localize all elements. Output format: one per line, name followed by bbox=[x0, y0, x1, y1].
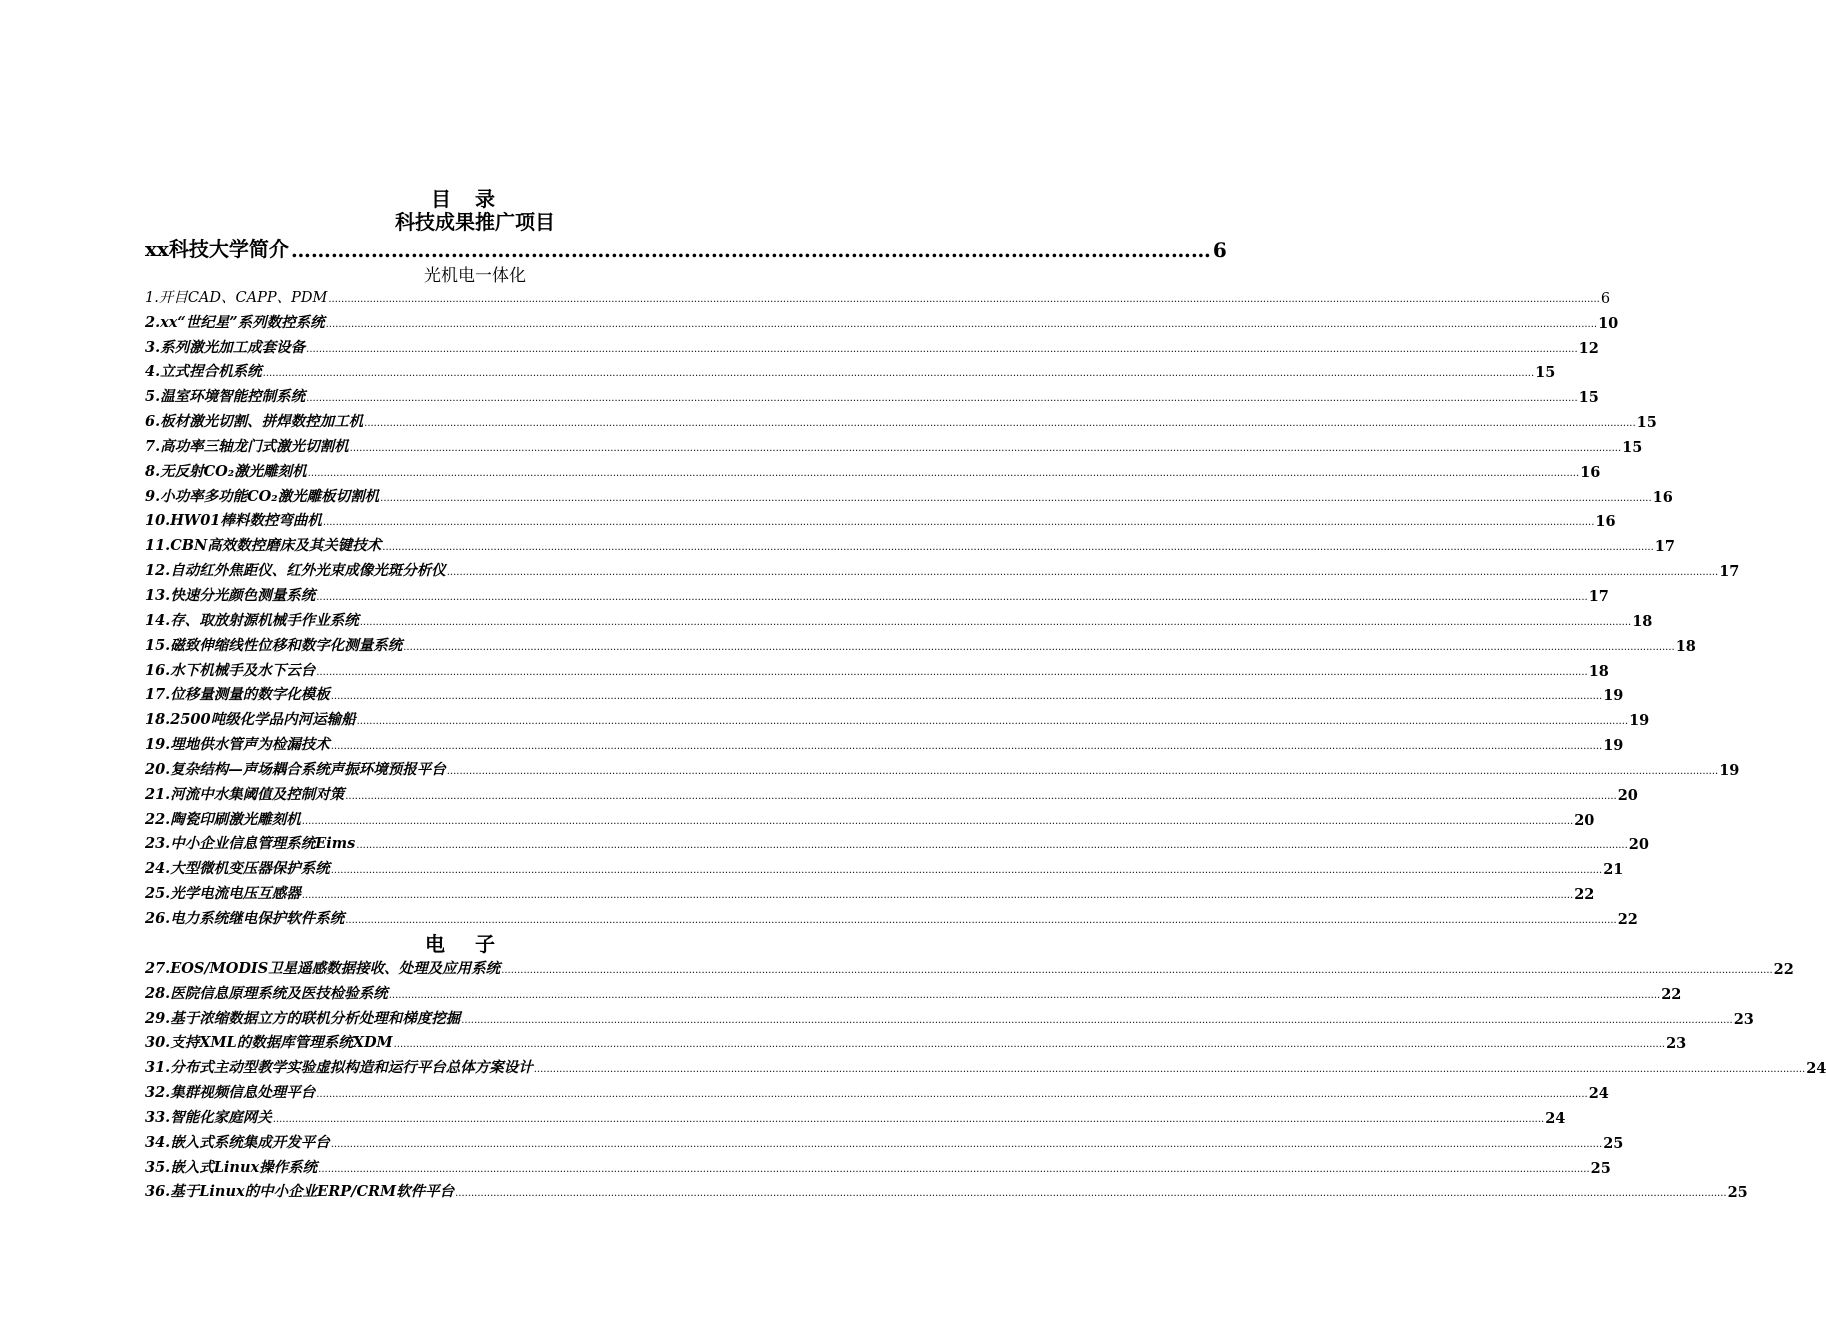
toc-list-section-2 bbox=[145, 953, 1826, 1202]
toc-leader: ................................................................................................................................................................................................................................................................................................................................................................................................................ bbox=[382, 542, 1654, 554]
toc-entry-title: 11.CBN高效数控磨床及其关键技术 bbox=[145, 537, 382, 555]
toc-entry-title: 26.电力系统继电保护软件系统 bbox=[145, 909, 345, 927]
toc-entry-title: 9.小功率多功能CO₂激光雕板切割机 bbox=[145, 487, 380, 505]
toc-entry[interactable] bbox=[145, 878, 1595, 904]
toc-entry-title: 32.集群视频信息处理平台 bbox=[145, 1084, 316, 1102]
toc-entry[interactable] bbox=[145, 456, 1601, 481]
toc-entry[interactable] bbox=[145, 754, 1740, 779]
toc-entry-page: 16 bbox=[1580, 463, 1601, 481]
toc-subtitle: 科技成果推广项目 bbox=[395, 210, 555, 234]
toc-list-section-1 bbox=[145, 282, 1740, 928]
toc-entry-page: 6 bbox=[1212, 238, 1227, 262]
toc-entry-page: 23 bbox=[1666, 1035, 1687, 1053]
toc-entry-page: 19 bbox=[1603, 737, 1624, 755]
toc-entry[interactable] bbox=[145, 530, 1675, 556]
toc-leader: ................................................................................................................................................................................................................................................................................................................................................................................................................ bbox=[301, 890, 1574, 902]
toc-entry-title: 10.HW01棒料数控弯曲机 bbox=[145, 512, 322, 530]
toc-entry-page: 24 bbox=[1806, 1060, 1826, 1078]
toc-entry-title: 29.基于浓缩数据立方的联机分析处理和梯度挖掘 bbox=[145, 1009, 461, 1027]
toc-entry-page: 20 bbox=[1574, 811, 1595, 829]
toc-leader: ................................................................................................................................................................................................................................................................................................................................................................................................................ bbox=[393, 1039, 1666, 1051]
toc-entry-page: 22 bbox=[1773, 960, 1794, 978]
toc-leader: ................................................................................................................................................................................................................................................................................................................................................................................................................ bbox=[356, 716, 1629, 728]
toc-entry-page: 15 bbox=[1578, 389, 1599, 407]
toc-entry-page: 16 bbox=[1595, 513, 1616, 531]
toc-entry-title: 8.无反射CO₂激光雕刻机 bbox=[145, 462, 307, 480]
toc-entry-title: 36.基于Linux的中小企业ERP/CRM软件平台 bbox=[145, 1183, 455, 1201]
toc-entry-page: 22 bbox=[1661, 985, 1682, 1003]
toc-entry[interactable] bbox=[145, 431, 1643, 456]
toc-entry[interactable] bbox=[145, 853, 1624, 879]
toc-entry[interactable] bbox=[145, 580, 1609, 605]
toc-entry[interactable] bbox=[145, 630, 1696, 655]
toc-entry-title: 20.复杂结构—声场耦合系统声振环境预报平台 bbox=[145, 760, 446, 778]
toc-entry-page: 25 bbox=[1603, 1134, 1624, 1152]
toc-entry-title: 31.分布式主动型教学实验虚拟构造和运行平台总体方案设计 bbox=[145, 1059, 533, 1077]
toc-entry-title: 19.埋地供水管声为检漏技术 bbox=[145, 736, 330, 754]
toc-entry-page: 22 bbox=[1617, 910, 1638, 928]
toc-leader: ................................................................................................................................................................................................................................................................................................................................................................................................................ bbox=[306, 393, 1578, 405]
toc-entry-page: 17 bbox=[1654, 538, 1675, 556]
toc-entry[interactable] bbox=[145, 779, 1638, 804]
toc-entry-page: 15 bbox=[1636, 414, 1657, 432]
toc-entry-title: 13.快速分光颜色测量系统 bbox=[145, 586, 316, 604]
toc-entry-title: 4.立式捏合机系统 bbox=[145, 363, 262, 381]
toc-entry[interactable] bbox=[145, 804, 1595, 829]
section-heading-electronics: 电子 bbox=[425, 932, 525, 956]
toc-leader: ................................................................................................................................................................................................................................................................................................................................................................................................................ bbox=[345, 914, 1617, 926]
toc-entry-title: 5.温室环境智能控制系统 bbox=[145, 388, 306, 406]
toc-entry-title: 25.光学电流电压互感器 bbox=[145, 885, 301, 903]
toc-entry[interactable] bbox=[145, 680, 1624, 705]
toc-entry-page: 22 bbox=[1574, 886, 1595, 904]
toc-leader: ................................................................................................................................................................................................................................................................................................................................................................................................................ bbox=[272, 1113, 1545, 1125]
toc-leader: ………………………………………………………………………………………………………………………… bbox=[290, 238, 1211, 262]
toc-entry-page: 15 bbox=[1535, 364, 1556, 382]
toc-entry[interactable] bbox=[145, 953, 1794, 978]
toc-entry[interactable] bbox=[145, 307, 1619, 332]
toc-entry-title: 17.位移量测量的数字化模板 bbox=[145, 686, 330, 704]
toc-entry-title: 1.开目CAD、CAPP、PDM bbox=[145, 289, 328, 306]
toc-entry-page: 12 bbox=[1578, 339, 1599, 357]
toc-entry-title: 24.大型微机变压器保护系统 bbox=[145, 860, 330, 878]
toc-entry-page: 10 bbox=[1598, 314, 1619, 332]
toc-leader: ................................................................................................................................................................................................................................................................................................................................................................................................................ bbox=[501, 964, 1773, 976]
toc-leader: ................................................................................................................................................................................................................................................................................................................................................................................................................ bbox=[455, 1188, 1727, 1200]
toc-leader: ................................................................................................................................................................................................................................................................................................................................................................................................................ bbox=[316, 591, 1588, 603]
toc-entry[interactable] bbox=[145, 1077, 1609, 1103]
toc-entry-page: 24 bbox=[1588, 1085, 1609, 1103]
toc-entry-title: 21.河流中水集阈值及控制对策 bbox=[145, 785, 345, 803]
toc-entry-title: 35.嵌入式Linux操作系统 bbox=[145, 1158, 318, 1176]
toc-entry[interactable] bbox=[145, 1152, 1611, 1177]
toc-entry[interactable] bbox=[145, 729, 1624, 755]
toc-entry-page: 19 bbox=[1629, 712, 1650, 730]
toc-entry-title: 34.嵌入式系统集成开发平台 bbox=[145, 1133, 330, 1151]
toc-leader: ................................................................................................................................................................................................................................................................................................................................................................................................................ bbox=[262, 368, 1535, 380]
toc-leader: ................................................................................................................................................................................................................................................................................................................................................................................................................ bbox=[533, 1064, 1806, 1076]
toc-leader: ................................................................................................................................................................................................................................................................................................................................................................................................................ bbox=[446, 567, 1719, 579]
toc-entry-page: 23 bbox=[1733, 1010, 1754, 1028]
toc-entry-title: 3.系列激光加工成套设备 bbox=[145, 338, 306, 356]
toc-entry[interactable] bbox=[145, 1127, 1624, 1152]
toc-entry[interactable] bbox=[145, 655, 1609, 680]
toc-entry-page: 18 bbox=[1632, 612, 1653, 630]
section-heading-optomechatronics: 光机电一体化 bbox=[424, 266, 526, 286]
toc-leader: ................................................................................................................................................................................................................................................................................................................................................................................................................ bbox=[403, 641, 1675, 653]
toc-entry-page: 18 bbox=[1675, 637, 1696, 655]
toc-entry-page: 20 bbox=[1628, 836, 1649, 854]
toc-entry-title: 2.xx“世纪星”系列数控系统 bbox=[145, 313, 325, 331]
toc-leader: ................................................................................................................................................................................................................................................................................................................................................................................................................ bbox=[316, 1089, 1588, 1101]
toc-title: 目录 bbox=[431, 187, 519, 211]
toc-entry[interactable] bbox=[145, 381, 1599, 407]
toc-entry-page: 20 bbox=[1617, 786, 1638, 804]
toc-leader: ................................................................................................................................................................................................................................................................................................................................................................................................................ bbox=[330, 691, 1603, 703]
toc-entry-title: 22.陶瓷印刷激光雕刻机 bbox=[145, 810, 301, 828]
toc-leader: ................................................................................................................................................................................................................................................................................................................................................................................................................ bbox=[316, 666, 1588, 678]
toc-entry-title: 12.自动红外焦距仪、红外光束成像光斑分析仪 bbox=[145, 562, 446, 580]
toc-entry[interactable] bbox=[145, 406, 1657, 432]
toc-entry-page: 25 bbox=[1590, 1159, 1611, 1177]
toc-leader: ................................................................................................................................................................................................................................................................................................................................................................................................................ bbox=[328, 293, 1600, 305]
toc-entry[interactable] bbox=[145, 1102, 1566, 1127]
toc-entry[interactable] bbox=[145, 506, 1616, 531]
toc-entry[interactable] bbox=[145, 829, 1649, 854]
toc-leader: ................................................................................................................................................................................................................................................................................................................................................................................................................ bbox=[318, 1163, 1590, 1175]
toc-entry[interactable] bbox=[145, 1028, 1687, 1053]
toc-entry-title: 23.中小企业信息管理系统Eims bbox=[145, 835, 356, 853]
toc-leader: ................................................................................................................................................................................................................................................................................................................................................................................................................ bbox=[325, 318, 1598, 330]
toc-entry-page: 17 bbox=[1719, 563, 1740, 581]
toc-entry[interactable] bbox=[145, 555, 1740, 581]
toc-entry[interactable] bbox=[145, 903, 1638, 928]
toc-entry[interactable] bbox=[145, 1003, 1754, 1028]
toc-leader: ................................................................................................................................................................................................................................................................................................................................................................................................................ bbox=[301, 815, 1574, 827]
toc-entry[interactable] bbox=[145, 704, 1650, 730]
toc-leader: ................................................................................................................................................................................................................................................................................................................................................................................................................ bbox=[388, 989, 1661, 1001]
toc-entry-page: 6 bbox=[1600, 290, 1611, 307]
toc-leader: ................................................................................................................................................................................................................................................................................................................................................................................................................ bbox=[359, 616, 1632, 628]
toc-leader: ................................................................................................................................................................................................................................................................................................................................................................................................................ bbox=[446, 765, 1719, 777]
toc-entry-title: 33.智能化家庭网关 bbox=[145, 1108, 272, 1126]
toc-leader: ................................................................................................................................................................................................................................................................................................................................................................................................................ bbox=[461, 1014, 1733, 1026]
toc-entry-title: 30.支持XML的数据库管理系统XDM bbox=[145, 1034, 393, 1052]
toc-entry[interactable] bbox=[145, 332, 1599, 357]
toc-entry[interactable] bbox=[145, 481, 1673, 506]
toc-entry[interactable] bbox=[145, 978, 1682, 1003]
toc-entry-intro[interactable] bbox=[145, 234, 1227, 262]
toc-entry-page: 19 bbox=[1603, 687, 1624, 705]
toc-leader: ................................................................................................................................................................................................................................................................................................................................................................................................................ bbox=[364, 418, 1636, 430]
toc-leader: ................................................................................................................................................................................................................................................................................................................................................................................................................ bbox=[330, 865, 1603, 877]
toc-entry[interactable] bbox=[145, 1177, 1748, 1202]
toc-entry-title: 6.板材激光切割、拼焊数控加工机 bbox=[145, 413, 364, 431]
toc-entry-title: 16.水下机械手及水下云台 bbox=[145, 661, 316, 679]
toc-leader: ................................................................................................................................................................................................................................................................................................................................................................................................................ bbox=[380, 492, 1652, 504]
toc-entry-page: 25 bbox=[1727, 1184, 1748, 1202]
toc-entry[interactable] bbox=[145, 357, 1556, 382]
toc-leader: ................................................................................................................................................................................................................................................................................................................................................................................................................ bbox=[307, 467, 1580, 479]
toc-leader: ................................................................................................................................................................................................................................................................................................................................................................................................................ bbox=[349, 442, 1622, 454]
toc-entry-page: 15 bbox=[1622, 438, 1643, 456]
toc-entry-title: 18.2500吨级化学品内河运输船 bbox=[145, 711, 356, 729]
toc-entry-title: 27.EOS/MODIS卫星遥感数据接收、处理及应用系统 bbox=[145, 959, 501, 977]
toc-entry-title: 15.磁致伸缩线性位移和数字化测量系统 bbox=[145, 636, 403, 654]
toc-leader: ................................................................................................................................................................................................................................................................................................................................................................................................................ bbox=[322, 517, 1595, 529]
toc-leader: ................................................................................................................................................................................................................................................................................................................................................................................................................ bbox=[345, 790, 1617, 802]
toc-entry[interactable] bbox=[145, 282, 1611, 307]
toc-entry-title: 7.高功率三轴龙门式激光切割机 bbox=[145, 437, 349, 455]
toc-entry-title: 28.医院信息原理系统及医技检验系统 bbox=[145, 984, 388, 1002]
toc-entry-title: 14.存、取放射源机械手作业系统 bbox=[145, 611, 359, 629]
toc-entry[interactable] bbox=[145, 605, 1653, 630]
toc-entry[interactable] bbox=[145, 1052, 1826, 1078]
toc-leader: ................................................................................................................................................................................................................................................................................................................................................................................................................ bbox=[306, 343, 1578, 355]
toc-entry-page: 24 bbox=[1545, 1109, 1566, 1127]
toc-leader: ................................................................................................................................................................................................................................................................................................................................................................................................................ bbox=[330, 1138, 1603, 1150]
toc-entry-page: 16 bbox=[1652, 488, 1673, 506]
toc-entry-page: 17 bbox=[1588, 587, 1609, 605]
toc-entry-page: 21 bbox=[1603, 861, 1624, 879]
toc-leader: ................................................................................................................................................................................................................................................................................................................................................................................................................ bbox=[356, 840, 1628, 852]
toc-entry-title: xx科技大学简介 bbox=[145, 237, 289, 261]
toc-entry-page: 19 bbox=[1719, 761, 1740, 779]
toc-leader: ................................................................................................................................................................................................................................................................................................................................................................................................................ bbox=[330, 741, 1603, 753]
toc-entry-page: 18 bbox=[1588, 662, 1609, 680]
